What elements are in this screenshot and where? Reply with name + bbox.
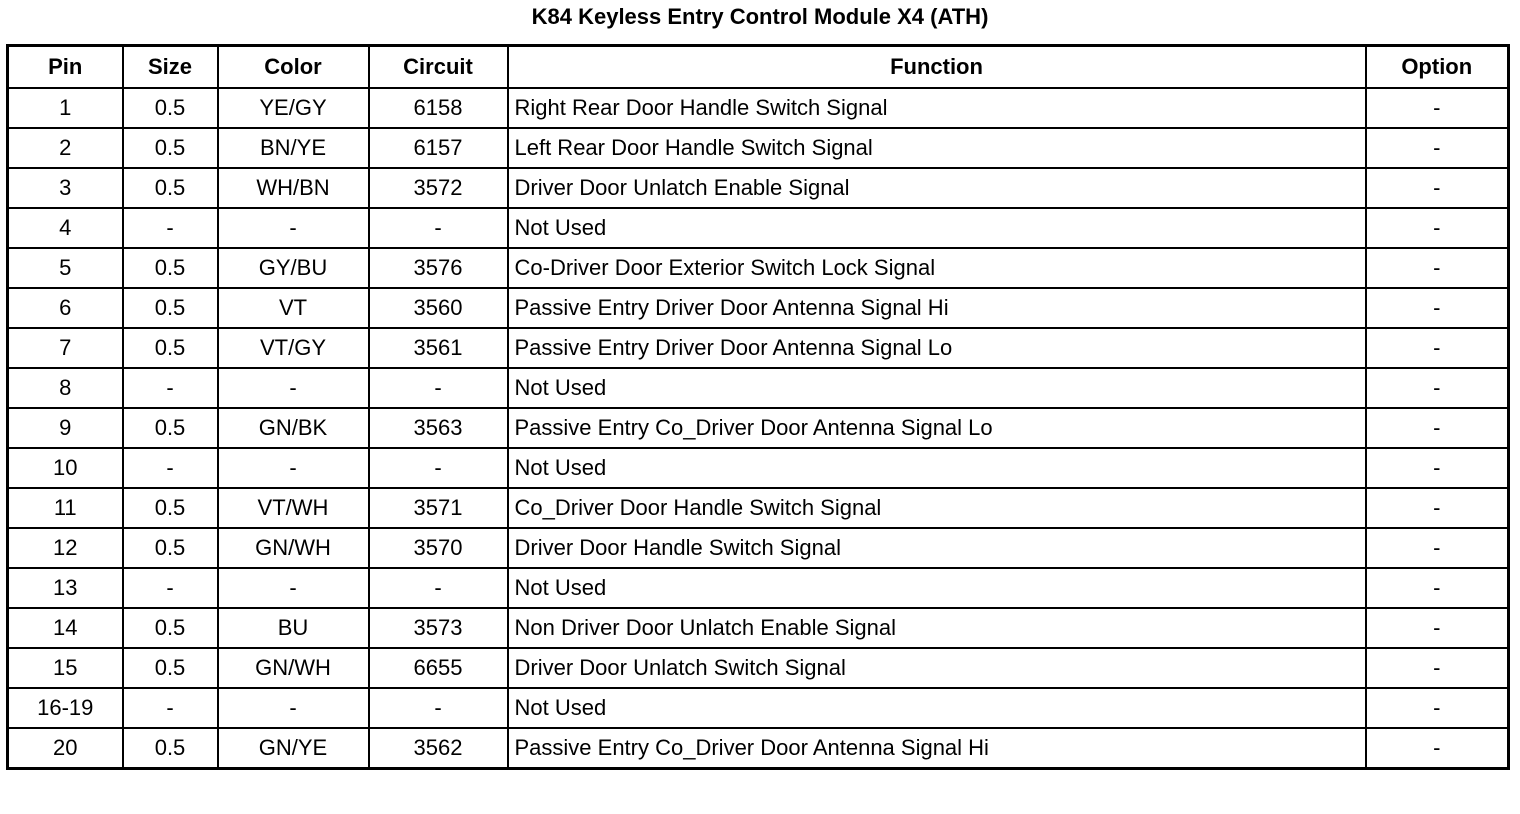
function-cell: Non Driver Door Unlatch Enable Signal [508, 608, 1366, 648]
function-cell: Not Used [508, 208, 1366, 248]
size-cell: 0.5 [123, 528, 218, 568]
pin-cell: 5 [8, 248, 123, 288]
pin-cell: 16-19 [8, 688, 123, 728]
color-column-header: Color [218, 46, 369, 89]
function-cell: Co_Driver Door Handle Switch Signal [508, 488, 1366, 528]
option-cell: - [1366, 448, 1509, 488]
option-cell: - [1366, 88, 1509, 128]
wire-color-cell: GY/BU [218, 248, 369, 288]
size-column-header: Size [123, 46, 218, 89]
option-cell: - [1366, 408, 1509, 448]
function-cell: Driver Door Unlatch Switch Signal [508, 648, 1366, 688]
table-row [8, 568, 1509, 608]
table-row [8, 288, 1509, 328]
table-row [8, 488, 1509, 528]
table-row [8, 168, 1509, 208]
wire-color-cell: - [218, 568, 369, 608]
option-cell: - [1366, 288, 1509, 328]
pin-cell: 11 [8, 488, 123, 528]
function-cell: Passive Entry Driver Door Antenna Signal Hi [508, 288, 1366, 328]
pin-cell: 10 [8, 448, 123, 488]
circuit-cell: 3576 [369, 248, 508, 288]
option-cell: - [1366, 128, 1509, 168]
circuit-cell: - [369, 368, 508, 408]
pin-cell: 9 [8, 408, 123, 448]
wire-color-cell: GN/WH [218, 648, 369, 688]
option-cell: - [1366, 208, 1509, 248]
table-row [8, 328, 1509, 368]
pin-cell: 14 [8, 608, 123, 648]
pin-cell: 20 [8, 728, 123, 769]
size-cell: - [123, 368, 218, 408]
table-row [8, 608, 1509, 648]
circuit-cell: 6655 [369, 648, 508, 688]
pin-cell: 13 [8, 568, 123, 608]
circuit-cell: 3560 [369, 288, 508, 328]
size-cell: 0.5 [123, 88, 218, 128]
size-cell: - [123, 568, 218, 608]
circuit-cell: 3573 [369, 608, 508, 648]
option-cell: - [1366, 528, 1509, 568]
page-title: K84 Keyless Entry Control Module X4 (ATH) [531, 4, 989, 29]
pin-cell: 6 [8, 288, 123, 328]
circuit-cell: 3563 [369, 408, 508, 448]
table-header-row [8, 46, 1509, 89]
function-cell: Driver Door Unlatch Enable Signal [508, 168, 1366, 208]
wire-color-cell: BU [218, 608, 369, 648]
table-row [8, 128, 1509, 168]
size-cell: 0.5 [123, 728, 218, 769]
size-cell: 0.5 [123, 128, 218, 168]
size-cell: - [123, 448, 218, 488]
wire-color-cell: - [218, 448, 369, 488]
pin-cell: 7 [8, 328, 123, 368]
size-cell: 0.5 [123, 488, 218, 528]
wire-color-cell: YE/GY [218, 88, 369, 128]
function-cell: Co-Driver Door Exterior Switch Lock Signal [508, 248, 1366, 288]
option-cell: - [1366, 608, 1509, 648]
wire-color-cell: VT/WH [218, 488, 369, 528]
circuit-cell: 3572 [369, 168, 508, 208]
size-cell: 0.5 [123, 608, 218, 648]
pin-cell: 1 [8, 88, 123, 128]
circuit-column-header: Circuit [369, 46, 508, 89]
function-cell: Passive Entry Co_Driver Door Antenna Signal Hi [508, 728, 1366, 769]
table-row [8, 368, 1509, 408]
option-cell: - [1366, 248, 1509, 288]
pin-cell: 15 [8, 648, 123, 688]
wire-color-cell: GN/YE [218, 728, 369, 769]
table-row [8, 408, 1509, 448]
pin-cell: 3 [8, 168, 123, 208]
wire-color-cell: WH/BN [218, 168, 369, 208]
function-cell: Passive Entry Driver Door Antenna Signal Lo [508, 328, 1366, 368]
size-cell: 0.5 [123, 648, 218, 688]
function-cell: Not Used [508, 568, 1366, 608]
circuit-cell: 3571 [369, 488, 508, 528]
function-cell: Passive Entry Co_Driver Door Antenna Signal Lo [508, 408, 1366, 448]
circuit-cell: - [369, 568, 508, 608]
circuit-cell: - [369, 208, 508, 248]
size-cell: 0.5 [123, 408, 218, 448]
size-cell: 0.5 [123, 168, 218, 208]
option-cell: - [1366, 568, 1509, 608]
circuit-cell: - [369, 688, 508, 728]
pin-cell: 4 [8, 208, 123, 248]
circuit-cell: 6158 [369, 88, 508, 128]
pin-cell: 8 [8, 368, 123, 408]
size-cell: 0.5 [123, 328, 218, 368]
wire-color-cell: GN/WH [218, 528, 369, 568]
table-row [8, 448, 1509, 488]
wire-color-cell: - [218, 208, 369, 248]
circuit-cell: - [369, 448, 508, 488]
table-row [8, 208, 1509, 248]
pin-cell: 12 [8, 528, 123, 568]
table-row [8, 688, 1509, 728]
function-cell: Driver Door Handle Switch Signal [508, 528, 1366, 568]
function-column-header: Function [508, 46, 1366, 89]
table-row [8, 648, 1509, 688]
table-row [8, 528, 1509, 568]
circuit-cell: 3561 [369, 328, 508, 368]
connector-pinout-table [6, 44, 1510, 770]
pin-cell: 2 [8, 128, 123, 168]
option-cell: - [1366, 728, 1509, 769]
option-cell: - [1366, 688, 1509, 728]
table-row [8, 728, 1509, 769]
size-cell: 0.5 [123, 248, 218, 288]
pin-column-header: Pin [8, 46, 123, 89]
wire-color-cell: BN/YE [218, 128, 369, 168]
wire-color-cell: - [218, 688, 369, 728]
table-body [8, 88, 1509, 769]
wire-color-cell: GN/BK [218, 408, 369, 448]
wire-color-cell: VT [218, 288, 369, 328]
table-row [8, 248, 1509, 288]
size-cell: - [123, 208, 218, 248]
circuit-cell: 3570 [369, 528, 508, 568]
wire-color-cell: - [218, 368, 369, 408]
function-cell: Left Rear Door Handle Switch Signal [508, 128, 1366, 168]
option-cell: - [1366, 328, 1509, 368]
circuit-cell: 6157 [369, 128, 508, 168]
function-cell: Right Rear Door Handle Switch Signal [508, 88, 1366, 128]
wire-color-cell: VT/GY [218, 328, 369, 368]
function-cell: Not Used [508, 368, 1366, 408]
function-cell: Not Used [508, 688, 1366, 728]
option-column-header: Option [1366, 46, 1509, 89]
option-cell: - [1366, 168, 1509, 208]
option-cell: - [1366, 648, 1509, 688]
option-cell: - [1366, 488, 1509, 528]
function-cell: Not Used [508, 448, 1366, 488]
size-cell: 0.5 [123, 288, 218, 328]
option-cell: - [1366, 368, 1509, 408]
circuit-cell: 3562 [369, 728, 508, 769]
size-cell: - [123, 688, 218, 728]
table-row [8, 88, 1509, 128]
